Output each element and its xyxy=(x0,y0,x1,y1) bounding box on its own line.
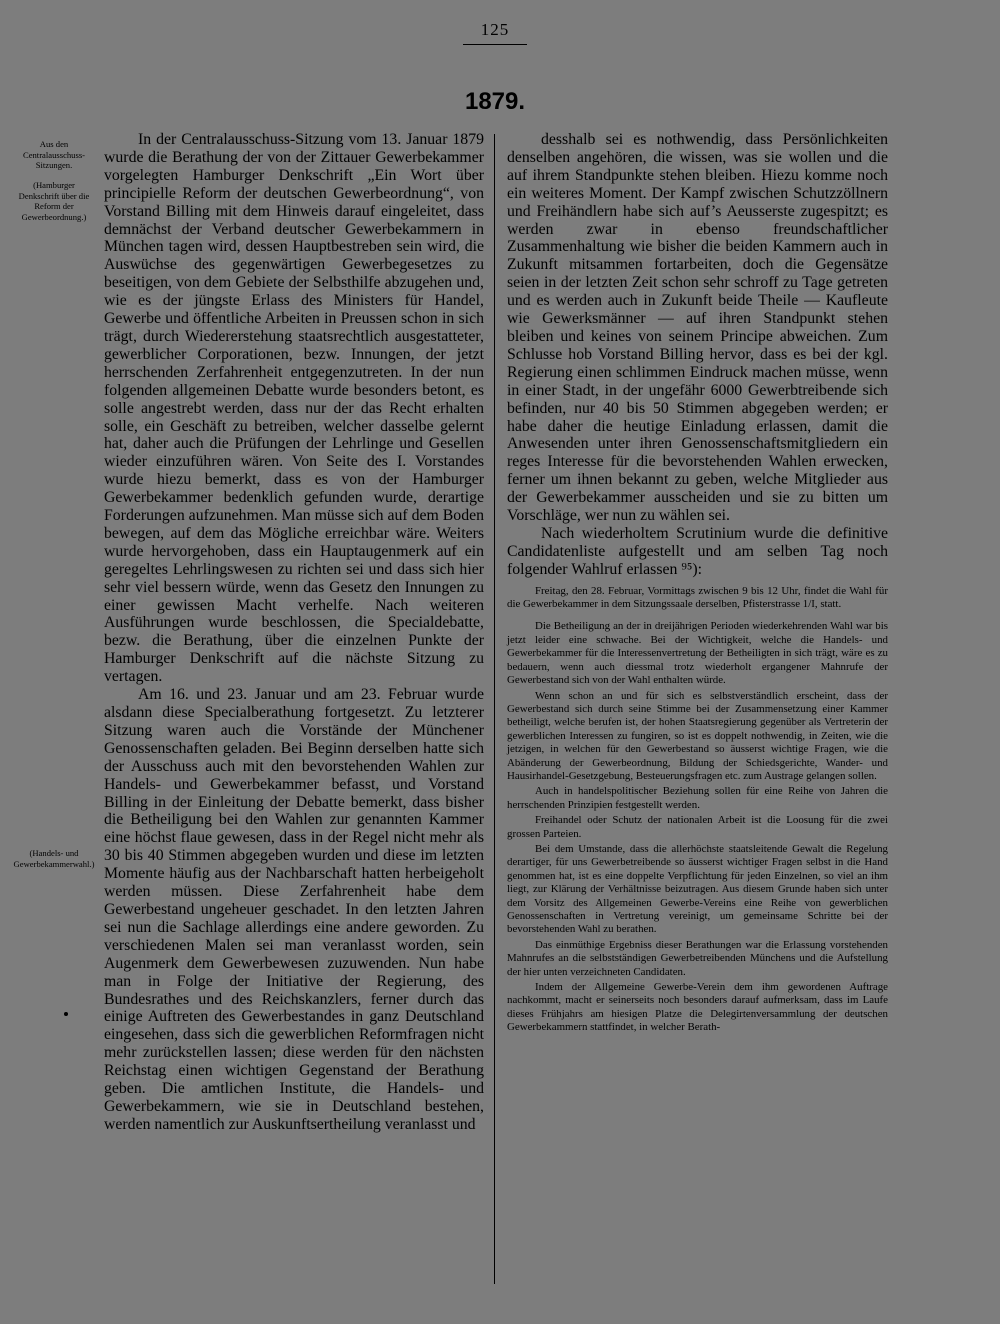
right-paragraph-1: desshalb sei es nothwendig, dass Persönlichkeiten denselben angehören, die wissen, was sie wollen und die auf ihrem Standpunkte stehen bleiben. Hiezu komme noch ein weiteres Moment. Der Kampf zwischen Schutzzöllnern und Freihändlern habe sich auf’s Aeusserste zugespitzt; es werden zwar in ebenso freundschaftlicher Zusammenhaltung wie bisher die beiden Kammern auch in Zukunft mitsammen fortarbeiten, doch die Gegensätze seien in der letzten Zeit schon sehr schroff zu Tage getreten und es werden auch in Zukunft beide Theile — Kaufleute wie Gewerksmänner — auf ihren Standpunkt stehen bleiben und keines von seinem Principe abweichen. Zum Schlusse hob Vorstand Billing hervor, dass es bei der kgl. Regierung einen schlimmen Eindruck machen müsse, wenn in einer Stadt, in der ungefähr 6000 Gewerbtreibende sich befinden, nur 40 bis 50 Stimmen abgegeben werden; er habe daher die heutige Einladung erlassen, damit die Anwesenden unter ihren Genossenschaftsmitgliedern ein reges Interesse für die bevorstehenden Wahlen erwecken, ferner um ihnen bekannt zu geben, welche Mitglieder aus der Gewerbekammer ausscheiden und sie zu bitten um Vorschläge, wer nun zu wählen sei. xyxy=(507,131,888,525)
wahlruf-announcement: Freitag, den 28. Februar, Vormittags zwischen 9 bis 12 Uhr, findet die Wahl für die Gewerbekammer in dem Sitzungssaale derselben, Pfisterstrasse 1/I, statt. xyxy=(507,584,888,611)
wahlruf-paragraph-6: Das einmüthige Ergebniss dieser Berathungen war die Erlassung vorstehenden Mahnrufes an die selbstständigen Gewerbetreibenden Münchens und die Aufstellung der hier unten verzeichneten Candidaten. xyxy=(507,938,888,978)
page-number: 125 xyxy=(480,20,510,39)
wahlruf-paragraph-5: Bei dem Umstande, dass die allerhöchste staatsleitende Gewalt die Regelung derartiger, für uns Gewerbetreibende so äusserst wichtiger Fragen selbst in die Hand genommen hat, ist es eine doppelte Verpflichtung für jeden Einzelnen, so viel an ihm liegt, zur Klärung der Verhältnisse beizutragen. Aus diesem Grunde haben sich unter dem Vorsitz des Allgemeinen Gewerbe-Vereins eine Reihe von gewerblichen Genossenschaften in Vertretung vereinigt, um gemeinsame Schritte bei der bevorstehenden Wahl zu berathen. xyxy=(507,842,888,936)
right-paragraph-2: Nach wiederholtem Scrutinium wurde die definitive Candidatenliste aufgestellt und am selben Tag noch folgender Wahlruf erlassen ⁹⁵): xyxy=(507,524,888,578)
left-paragraph-1: In der Centralausschuss-Sitzung vom 13. Januar 1879 wurde die Berathung der von der Zittauer Gewerbekammer vorgelegten Hamburger Denkschrift „Ein Wort über principielle Reform der deutschen Gewerbeordnung“, von Vorstand Billing mit dem Hinweis darauf eingeleitet, dass demnächst der Verband deutscher Gewerbekammern in München tagen wird, dessen Hauptbestreben sein wird, die Auswüchse des gegenwärtigen Gewerbegesetzes zu beseitigen, von dem Gebiete der Selbsthilfe abzugehen und, wie es der jüngste Erlass des Ministers für Handel, Gewerbe und öffentliche Arbeiten in Preussen schon in sich trägt, durch Wiedererstehung staatsrechtlich ausgestatteter, gewerblicher Corporationen, bezw. Innungen, der jetzt herrschenden Zerfahrenheit entgegenzutreten. In der nun folgenden allgemeinen Debatte wurde besonders betont, es solle angestrebt werden, dass nur der das Recht erhalten solle, ein Geschäft zu betreiben, welcher dasselbe gelernt hat, daher auch die Prüfungen der Lehrlinge und Gesellen wieder einzuführen wären. Von Seite des I. Vorstandes wurde hiezu bemerkt, dass es von der Hamburger Gewerbekammer bedenklich gefunden wurde, derartige Forderungen aufzunehmen. Man müsse sich auf dem Boden bewegen, auf dem das Mögliche erreichbar wäre. Weiters wurde hervorgehoben, dass ein Hauptaugenmerk auf ein geregeltes Lehrlingswesen zu richten sei und dass sich hier sehr viel bessern würde, wenn das Gesetz den Innungen zu einer gewissen Macht verhelfe. Nach weiteren Ausführungen wurde beschlossen, die Specialdebatte, bezw. die Berathung, über die einzelnen Punkte der Hamburger Denkschrift auf die nächste Sitzung zu vertagen. xyxy=(104,131,484,686)
wahlruf-paragraph-7: Indem der Allgemeine Gewerbe-Verein dem ihm gewordenen Auftrage nachkommt, macht er seinerseits noch besonders darauf aufmerksam, dass im Laufe dieses Frühjahrs am hiesigen Platze die Delegirtenversammlung der deutschen Gewerbekammern stattfindet, in welcher Berath- xyxy=(507,981,888,1034)
margin-note-kammerwahl: (Handels- und Gewerbekammerwahl.) xyxy=(13,848,95,869)
print-speck xyxy=(64,1012,68,1016)
wahlruf-paragraph-1: Die Betheiligung an der in dreijährigen Perioden wiederkehrenden Wahl war bis jetzt leider eine schwache. Bei der Wichtigkeit, welche die Handels- und Gewerbekammer für die Interessenvertretung der Betheiligten in sich trägt, wäre es zu bedauern, wenn auch diessmal trotz wiederholt ergangener Mahnrufe der Gewerbestand sich von der Wahl enthalten würde. xyxy=(507,620,888,687)
left-column xyxy=(104,131,484,1134)
left-paragraph-2: Am 16. und 23. Januar und am 23. Februar wurde alsdann diese Specialberathung fortgesetzt. Zu letzterer Sitzung waren auch die Vorstände der Münchener Genossenschaften geladen. Bei Beginn derselben hatte sich der Ausschuss auch mit den bevorstehenden Wahlen zur Handels- und Gewerbekammer befasst, und Vorstand Billing in der Einleitung der Debatte bemerkt, dass bisher die Betheiligung bei den Wahlen zur genannten Kammer eine höchst flaue gewesen, dass in der Regel nicht mehr als 30 bis 40 Stimmen abgegeben wurden und diese im letzten Momente häufig aus der Nachbarschaft hatten herbeigeholt werden müssen. Diese Zerfahrenheit habe dem Gewerbestand ungeheuer geschadet. In den letzten Jahren sei nun die Sachlage allerdings eine andere geworden. Zu verschiedenen Malen sei man veranlasst worden, sein Augenmerk dem Gewerbewesen zuzuwenden. Nun habe man in Folge der Initiative der Regierung, des Bundesrathes und des Reichskanzlers, ferner durch das einige Auftreten des Gewerbestandes in ganz Deutschland eingesehen, dass sich die gewerblichen Reformfragen nicht mehr zurückstellen lassen; diese werden für den nächsten Reichstag einen wichtigen Gegenstand der Berathung geben. Die amtlichen Institute, die Handels- und Gewerbekammern, wie sie in Deutschland bestehen, werden namentlich zur Auskunftsertheilung veranlasst und xyxy=(104,686,484,1133)
margin-note-hamburger-denkschrift: (Hamburger Denkschrift über die Reform der Gewerbeordnung.) xyxy=(18,180,90,222)
right-column xyxy=(507,131,888,1035)
wahlruf-paragraph-4: Freihandel oder Schutz der nationalen Arbeit ist die Loosung für die zwei grossen Parteien. xyxy=(507,814,888,840)
page-number-rule xyxy=(463,44,527,45)
wahlruf-paragraph-3: Auch in handelspolitischer Beziehung sollen für eine Reihe von Jahren die herrschenden Prinzipien festgestellt werden. xyxy=(507,785,888,811)
margin-note-centralausschuss: Aus den Centralausschuss-Sitzungen. xyxy=(22,139,86,170)
wahlruf-block xyxy=(507,585,888,1035)
column-divider xyxy=(494,134,495,1284)
wahlruf-paragraph-2: Wenn schon an und für sich es selbstverständlich erscheint, dass der Gewerbestand sich durch seine Stimme bei der Zusammensetzung einer Kammer betheiligt, welche berufen ist, der hohen Staatsregierung gegenüber als Vertreterin der gewerblichen Interessen zu fungiren, so ist es doppelt nothwendig, in Zeiten, wie die jetzigen, in welchen für den Gewerbestand so äusserst wichtige Fragen, wie die Abänderung der Gewerbeordnung, Bildung der Schiedsgerichte, Wander- und Hausirhandel-Gesetzgebung, Besteuerungsfragen etc. zum Austrage gelangen sollen. xyxy=(507,689,888,782)
year-heading: 1879. xyxy=(464,88,526,115)
